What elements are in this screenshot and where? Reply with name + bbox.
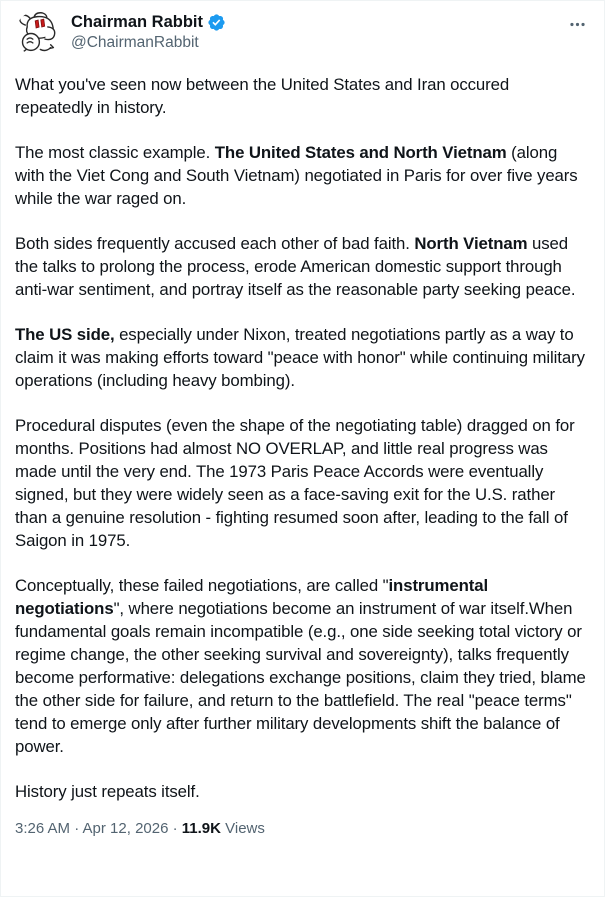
tweet-card	[1, 1, 604, 839]
user-handle[interactable]: @ChairmanRabbit	[71, 34, 199, 51]
verified-badge-icon	[207, 13, 226, 32]
tweet-paragraph: The most classic example. The United States and North Vietnam (along with the Viet Cong and South Vietnam) negotiated in Paris for over five years while the war raged on.	[15, 143, 578, 208]
more-button[interactable]	[560, 7, 594, 41]
timestamp: 3:26 AM · Apr 12, 2026 ·	[15, 820, 182, 837]
tweet-text	[15, 73, 588, 803]
tweet-footer	[15, 819, 588, 839]
views-label: Views	[220, 820, 265, 837]
ellipsis-icon	[568, 15, 587, 34]
tweet-paragraph: Procedural disputes (even the shape of the negotiating table) dragged on for months. Positions had almost NO OVERLAP, and little real progress was made until the very end. The 1973 Paris Peace Accords were eventually signed, but they were widely seen as a face-saving exit for the U.S. rather than a genuine resolution - fighting resumed soon after, leading to the fall of Saigon in 1975.	[15, 416, 575, 550]
tweet-paragraph: Conceptually, these failed negotiations, are called "instrumental negotiations", where negotiations become an instrument of war itself.When fundamental goals remain incompatible (e.g., one side seeking total victory or regime change, the other seeking survival and sovereignty), talks frequently become performative: delegations exchange positions, claim they tried, blame the other side for failure, and return to the battlefield. The real "peace terms" tend to emerge only after further military developments shift the balance of power.	[15, 576, 586, 756]
tweet-paragraph: Both sides frequently accused each other of bad faith. North Vietnam used the talks to prolong the process, erode American domestic support through anti-war sentiment, and portray itself as the reasonable party seeking peace.	[15, 234, 576, 299]
rabbit-cartoon-icon	[15, 11, 60, 56]
tweet-header	[15, 11, 588, 56]
tweet-paragraph: History just repeats itself.	[15, 782, 200, 801]
display-name[interactable]: Chairman Rabbit	[71, 13, 204, 31]
avatar[interactable]	[15, 11, 60, 56]
identity-block	[71, 11, 560, 53]
tweet-paragraph: The US side, especially under Nixon, treated negotiations partly as a way to claim it was making efforts toward "peace with honor" while continuing military operations (including heavy bombing).	[15, 325, 585, 390]
tweet-paragraph: What you've seen now between the United States and Iran occured repeatedly in history.	[15, 75, 510, 117]
views-count: 11.9K	[181, 820, 221, 837]
